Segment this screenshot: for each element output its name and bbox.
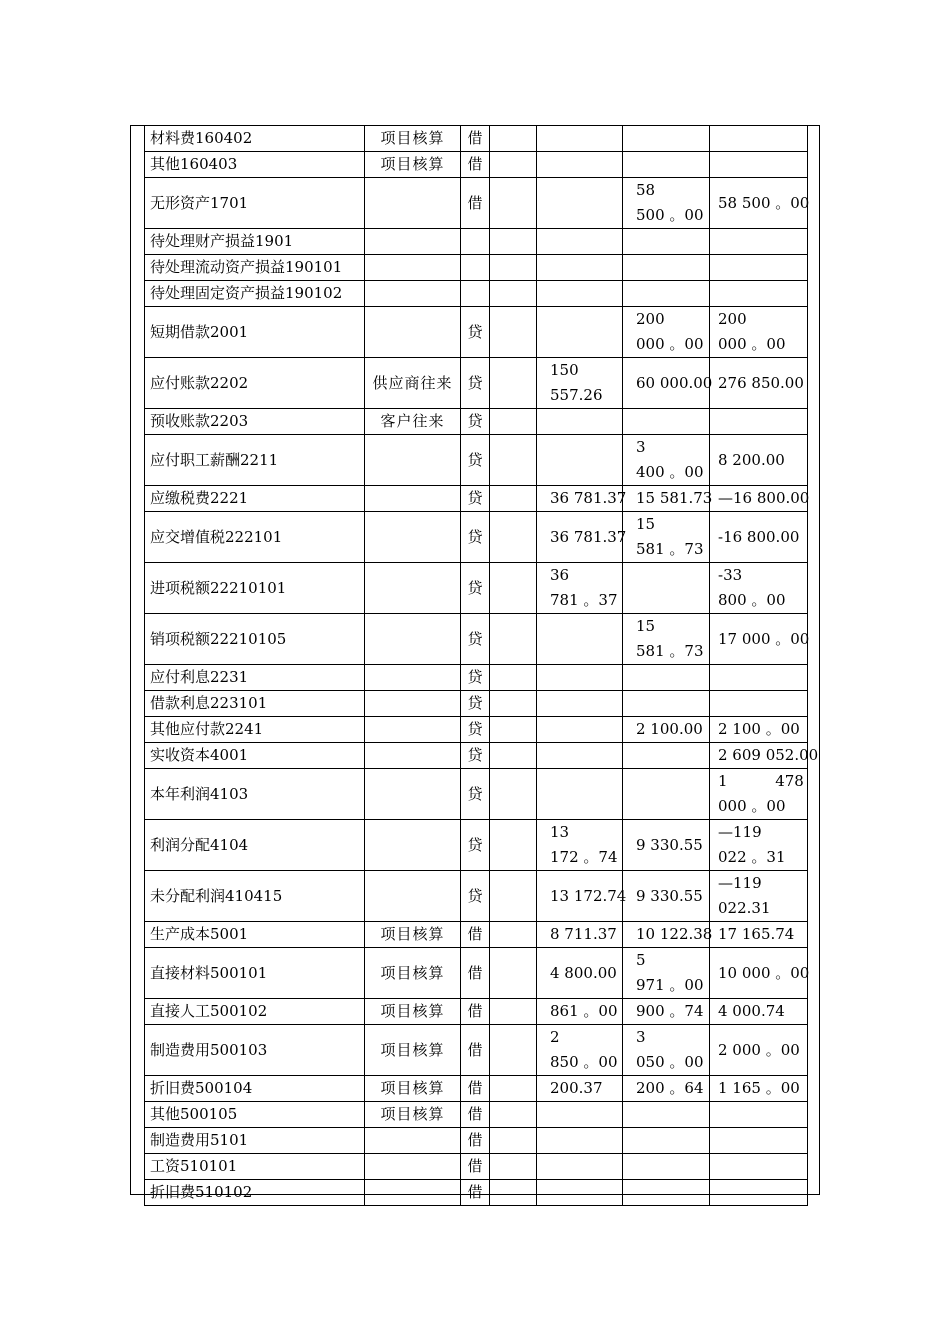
direction-cell: 贷 [461, 691, 490, 717]
amount-cell-1 [490, 665, 537, 691]
account-cell: 应付利息2231 [145, 665, 365, 691]
amount-cell-1 [490, 1128, 537, 1154]
category-cell [365, 691, 461, 717]
amount-cell-1 [490, 871, 537, 922]
table-row [145, 743, 808, 769]
amount-cell-3 [623, 1180, 710, 1206]
account-cell: 应付账款2202 [145, 358, 365, 409]
category-cell [365, 1180, 461, 1206]
category-cell [365, 307, 461, 358]
account-cell: 借款利息223101 [145, 691, 365, 717]
amount-cell-3: 5 971 。00 [623, 948, 710, 999]
amount-cell-3: 60 000.00 [623, 358, 710, 409]
direction-cell: 借 [461, 1102, 490, 1128]
direction-cell [461, 229, 490, 255]
table-row [145, 1025, 808, 1076]
ledger-body [145, 126, 819, 1206]
amount-cell-4: 17 165.74 [710, 922, 808, 948]
amount-cell-3 [623, 229, 710, 255]
table-row [145, 769, 808, 820]
amount-cell-2 [537, 435, 623, 486]
amount-cell-2 [537, 1102, 623, 1128]
amount-cell-4 [710, 281, 808, 307]
account-cell: 待处理财产损益1901 [145, 229, 365, 255]
table-row [145, 871, 808, 922]
amount-cell-1 [490, 820, 537, 871]
amount-cell-1 [490, 1076, 537, 1102]
amount-cell-3 [623, 1102, 710, 1128]
category-cell [365, 281, 461, 307]
account-cell: 生产成本5001 [145, 922, 365, 948]
table-row [145, 665, 808, 691]
amount-cell-4: 8 200.00 [710, 435, 808, 486]
amount-cell-4 [710, 1128, 808, 1154]
direction-cell: 贷 [461, 486, 490, 512]
account-cell: 其他500105 [145, 1102, 365, 1128]
direction-cell: 借 [461, 178, 490, 229]
account-cell: 制造费用500103 [145, 1025, 365, 1076]
direction-cell: 贷 [461, 307, 490, 358]
amount-cell-2 [537, 614, 623, 665]
amount-cell-2: 200.37 [537, 1076, 623, 1102]
table-row [145, 152, 808, 178]
amount-cell-3 [623, 1128, 710, 1154]
direction-cell: 贷 [461, 409, 490, 435]
amount-cell-1 [490, 358, 537, 409]
amount-cell-1 [490, 1102, 537, 1128]
amount-cell-2: 36 781 。37 [537, 563, 623, 614]
amount-cell-3 [623, 743, 710, 769]
amount-cell-3 [623, 563, 710, 614]
amount-cell-4 [710, 1102, 808, 1128]
amount-cell-3: 10 122.38 [623, 922, 710, 948]
amount-cell-2: 861 。00 [537, 999, 623, 1025]
category-cell [365, 563, 461, 614]
amount-cell-4: 17 000 。00 [710, 614, 808, 665]
table-row [145, 1076, 808, 1102]
direction-cell: 借 [461, 1025, 490, 1076]
amount-cell-1 [490, 769, 537, 820]
amount-cell-1 [490, 281, 537, 307]
amount-cell-2 [537, 281, 623, 307]
direction-cell [461, 281, 490, 307]
amount-cell-2: 8 711.37 [537, 922, 623, 948]
category-cell [365, 820, 461, 871]
category-cell [365, 178, 461, 229]
table-row [145, 717, 808, 743]
amount-cell-4 [710, 691, 808, 717]
account-cell: 进项税额22210101 [145, 563, 365, 614]
amount-cell-1 [490, 922, 537, 948]
direction-cell: 借 [461, 1076, 490, 1102]
account-cell: 折旧费500104 [145, 1076, 365, 1102]
amount-cell-2 [537, 126, 623, 152]
category-cell: 项目核算 [365, 948, 461, 999]
amount-cell-3 [623, 255, 710, 281]
direction-cell: 借 [461, 1180, 490, 1206]
direction-cell: 贷 [461, 665, 490, 691]
direction-cell: 贷 [461, 563, 490, 614]
category-cell [365, 435, 461, 486]
table-row [145, 281, 808, 307]
category-cell: 项目核算 [365, 1102, 461, 1128]
account-cell: 制造费用5101 [145, 1128, 365, 1154]
amount-cell-1 [490, 614, 537, 665]
direction-cell: 借 [461, 922, 490, 948]
category-cell [365, 769, 461, 820]
table-row [145, 255, 808, 281]
amount-cell-3: 15 581.73 [623, 486, 710, 512]
category-cell: 项目核算 [365, 999, 461, 1025]
amount-cell-3: 9 330.55 [623, 820, 710, 871]
direction-cell: 贷 [461, 743, 490, 769]
category-cell: 项目核算 [365, 152, 461, 178]
category-cell [365, 1154, 461, 1180]
amount-cell-4: 10 000 。00 [710, 948, 808, 999]
amount-cell-2: 36 781.37 [537, 486, 623, 512]
amount-cell-3 [623, 152, 710, 178]
amount-cell-3 [623, 769, 710, 820]
amount-cell-1 [490, 307, 537, 358]
amount-cell-1 [490, 563, 537, 614]
amount-cell-4 [710, 665, 808, 691]
amount-cell-4 [710, 1180, 808, 1206]
direction-cell: 借 [461, 999, 490, 1025]
amount-cell-4: -16 800.00 [710, 512, 808, 563]
amount-cell-4: 1 165 。00 [710, 1076, 808, 1102]
direction-cell: 贷 [461, 717, 490, 743]
table-row [145, 307, 808, 358]
table-row [145, 948, 808, 999]
amount-cell-3: 900 。74 [623, 999, 710, 1025]
account-cell: 直接材料500101 [145, 948, 365, 999]
direction-cell: 借 [461, 152, 490, 178]
direction-cell [461, 255, 490, 281]
account-cell: 直接人工500102 [145, 999, 365, 1025]
table-row [145, 820, 808, 871]
amount-cell-1 [490, 717, 537, 743]
amount-cell-2 [537, 255, 623, 281]
amount-cell-2 [537, 409, 623, 435]
category-cell [365, 743, 461, 769]
amount-cell-1 [490, 435, 537, 486]
ledger-table [144, 125, 819, 1206]
direction-cell: 贷 [461, 769, 490, 820]
category-cell [365, 614, 461, 665]
category-cell: 项目核算 [365, 1076, 461, 1102]
category-cell [365, 1128, 461, 1154]
amount-cell-1 [490, 255, 537, 281]
table-row [145, 1102, 808, 1128]
table-row [145, 1128, 808, 1154]
amount-cell-3: 200 。64 [623, 1076, 710, 1102]
category-cell: 项目核算 [365, 1025, 461, 1076]
amount-cell-2 [537, 691, 623, 717]
amount-cell-3 [623, 665, 710, 691]
amount-cell-1 [490, 512, 537, 563]
amount-cell-3 [623, 281, 710, 307]
amount-cell-1 [490, 1025, 537, 1076]
amount-cell-2 [537, 1128, 623, 1154]
amount-cell-4 [710, 1154, 808, 1180]
amount-cell-2: 36 781.37 [537, 512, 623, 563]
amount-cell-4 [710, 152, 808, 178]
amount-cell-2 [537, 665, 623, 691]
account-cell: 本年利润4103 [145, 769, 365, 820]
amount-cell-4: —16 800.00 [710, 486, 808, 512]
amount-cell-4 [710, 409, 808, 435]
amount-cell-3: 3 050 。00 [623, 1025, 710, 1076]
amount-cell-1 [490, 1180, 537, 1206]
account-cell: 未分配利润410415 [145, 871, 365, 922]
amount-cell-4: 2 000 。00 [710, 1025, 808, 1076]
amount-cell-4: 200 000 。00 [710, 307, 808, 358]
amount-cell-2 [537, 717, 623, 743]
table-row [145, 486, 808, 512]
amount-cell-3 [623, 1154, 710, 1180]
account-cell: 待处理流动资产损益190101 [145, 255, 365, 281]
amount-cell-4: —119 022 。31 [710, 820, 808, 871]
amount-cell-3: 15 581 。73 [623, 614, 710, 665]
amount-cell-2 [537, 743, 623, 769]
amount-cell-4: 2 100 。00 [710, 717, 808, 743]
direction-cell: 借 [461, 126, 490, 152]
table-row [145, 922, 808, 948]
amount-cell-1 [490, 743, 537, 769]
table-row [145, 229, 808, 255]
amount-cell-2 [537, 1180, 623, 1206]
direction-cell: 贷 [461, 435, 490, 486]
amount-cell-4 [710, 229, 808, 255]
category-cell: 项目核算 [365, 126, 461, 152]
amount-cell-1 [490, 409, 537, 435]
amount-cell-3 [623, 409, 710, 435]
table-row [145, 409, 808, 435]
account-cell: 预收账款2203 [145, 409, 365, 435]
amount-cell-1 [490, 126, 537, 152]
table-row [145, 435, 808, 486]
category-cell: 项目核算 [365, 922, 461, 948]
category-cell [365, 871, 461, 922]
amount-cell-2: 2 850 。00 [537, 1025, 623, 1076]
category-cell [365, 229, 461, 255]
amount-cell-2: 13 172 。74 [537, 820, 623, 871]
direction-cell: 借 [461, 1128, 490, 1154]
account-cell: 短期借款2001 [145, 307, 365, 358]
direction-cell: 借 [461, 948, 490, 999]
account-cell: 利润分配4104 [145, 820, 365, 871]
account-cell: 应付职工薪酬2211 [145, 435, 365, 486]
table-row [145, 1180, 808, 1206]
amount-cell-4: 58 500 。00 [710, 178, 808, 229]
account-cell: 其他160403 [145, 152, 365, 178]
direction-cell: 贷 [461, 512, 490, 563]
direction-cell: 贷 [461, 820, 490, 871]
amount-cell-3 [623, 126, 710, 152]
amount-cell-4 [710, 255, 808, 281]
amount-cell-1 [490, 152, 537, 178]
amount-cell-1 [490, 229, 537, 255]
account-cell: 应缴税费2221 [145, 486, 365, 512]
table-row [145, 691, 808, 717]
amount-cell-2 [537, 307, 623, 358]
amount-cell-3 [623, 691, 710, 717]
category-cell [365, 717, 461, 743]
account-cell: 实收资本4001 [145, 743, 365, 769]
amount-cell-1 [490, 948, 537, 999]
direction-cell: 借 [461, 1154, 490, 1180]
amount-cell-3: 2 100.00 [623, 717, 710, 743]
amount-cell-4: 2 609 052.00 [710, 743, 808, 769]
account-cell: 销项税额22210105 [145, 614, 365, 665]
amount-cell-1 [490, 1154, 537, 1180]
direction-cell: 贷 [461, 614, 490, 665]
amount-cell-1 [490, 999, 537, 1025]
amount-cell-4: 1 478 000 。00 [710, 769, 808, 820]
category-cell [365, 255, 461, 281]
category-cell [365, 486, 461, 512]
direction-cell: 贷 [461, 871, 490, 922]
category-cell: 客户往来 [365, 409, 461, 435]
amount-cell-2: 13 172.74 [537, 871, 623, 922]
category-cell [365, 512, 461, 563]
amount-cell-4: 4 000.74 [710, 999, 808, 1025]
amount-cell-2: 4 800.00 [537, 948, 623, 999]
table-row [145, 358, 808, 409]
account-cell: 材料费160402 [145, 126, 365, 152]
amount-cell-1 [490, 486, 537, 512]
amount-cell-4: -33 800 。00 [710, 563, 808, 614]
amount-cell-2 [537, 229, 623, 255]
amount-cell-2 [537, 769, 623, 820]
amount-cell-2 [537, 152, 623, 178]
category-cell: 供应商往来 [365, 358, 461, 409]
amount-cell-3: 200 000 。00 [623, 307, 710, 358]
amount-cell-3: 15 581 。73 [623, 512, 710, 563]
amount-cell-1 [490, 691, 537, 717]
account-cell: 其他应付款2241 [145, 717, 365, 743]
amount-cell-3: 3 400 。00 [623, 435, 710, 486]
table-row [145, 178, 808, 229]
account-cell: 工资510101 [145, 1154, 365, 1180]
account-cell: 折旧费510102 [145, 1180, 365, 1206]
amount-cell-1 [490, 178, 537, 229]
amount-cell-4: —119 022.31 [710, 871, 808, 922]
amount-cell-4: 276 850.00 [710, 358, 808, 409]
amount-cell-2 [537, 178, 623, 229]
table-row [145, 999, 808, 1025]
account-cell: 无形资产1701 [145, 178, 365, 229]
direction-cell: 贷 [461, 358, 490, 409]
category-cell [365, 665, 461, 691]
table-row [145, 126, 808, 152]
amount-cell-2 [537, 1154, 623, 1180]
amount-cell-2: 150 557.26 [537, 358, 623, 409]
account-cell: 应交增值税222101 [145, 512, 365, 563]
table-row [145, 512, 808, 563]
amount-cell-4 [710, 126, 808, 152]
amount-cell-3: 58 500 。00 [623, 178, 710, 229]
table-row [145, 614, 808, 665]
table-row [145, 563, 808, 614]
table-row [145, 1154, 808, 1180]
account-cell: 待处理固定资产损益190102 [145, 281, 365, 307]
amount-cell-3: 9 330.55 [623, 871, 710, 922]
